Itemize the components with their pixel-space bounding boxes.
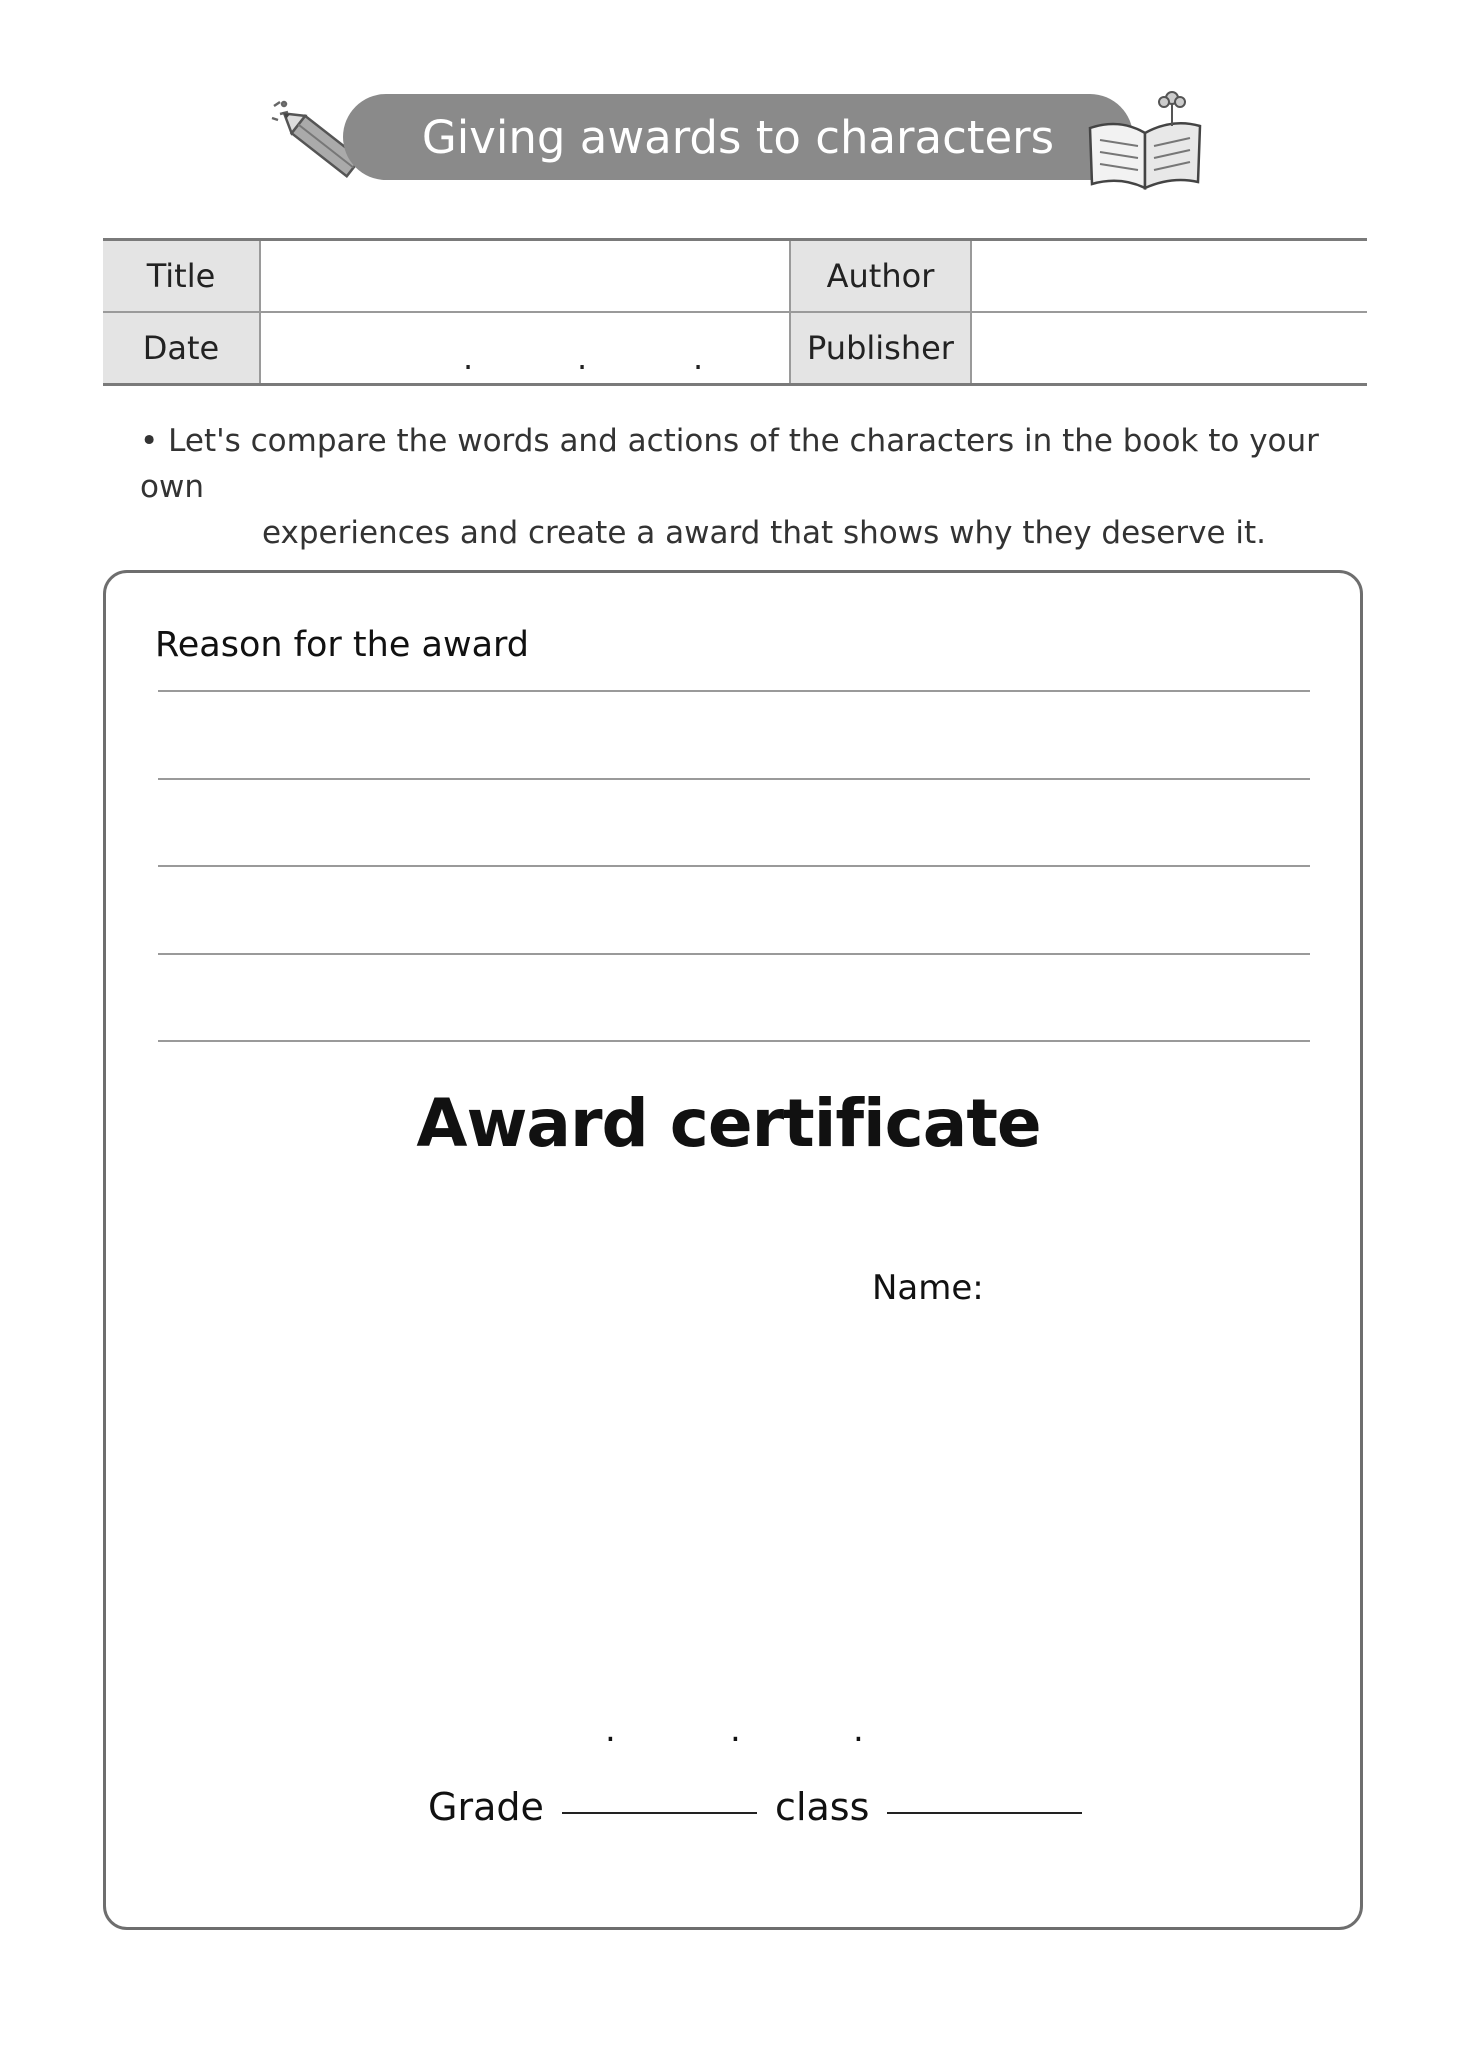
author-field[interactable] [971,240,1367,313]
title-label: Title [103,240,260,313]
title-field[interactable] [260,240,790,313]
name-label: Name: [872,1268,984,1308]
date-separator: . [605,1710,616,1750]
book-info-table [103,238,1367,386]
publisher-field[interactable] [971,312,1367,385]
reason-label: Reason for the award [155,625,530,665]
date-label: Date [103,312,260,385]
open-book-icon [1080,88,1210,198]
title-banner [343,94,1133,180]
page-title: Giving awards to characters [421,110,1055,164]
date-separator: . [693,339,704,377]
class-blank[interactable] [887,1812,1082,1814]
grade-class-line [428,1785,1088,1829]
date-separator: . [730,1710,741,1750]
date-field[interactable] [260,312,790,385]
date-separator: . [463,339,474,377]
grade-blank[interactable] [562,1812,757,1814]
instruction-line-1: Let's compare the words and actions of the characters in the book to your own [140,423,1319,505]
writing-line[interactable] [158,953,1310,955]
table-row [103,240,1367,313]
certificate-title: Award certificate [416,1085,1041,1162]
grade-label: Grade [428,1785,544,1829]
instruction-text [140,418,1340,556]
date-separator: . [577,339,588,377]
date-separator: . [853,1710,864,1750]
writing-line[interactable] [158,865,1310,867]
writing-line[interactable] [158,690,1310,692]
writing-line[interactable] [158,778,1310,780]
table-row [103,312,1367,385]
writing-line[interactable] [158,1040,1310,1042]
class-label: class [775,1785,870,1829]
publisher-label: Publisher [790,312,971,385]
author-label: Author [790,240,971,313]
instruction-line-2: experiences and create a award that shows why they deserve it. [262,515,1267,551]
bullet: • [140,423,159,459]
